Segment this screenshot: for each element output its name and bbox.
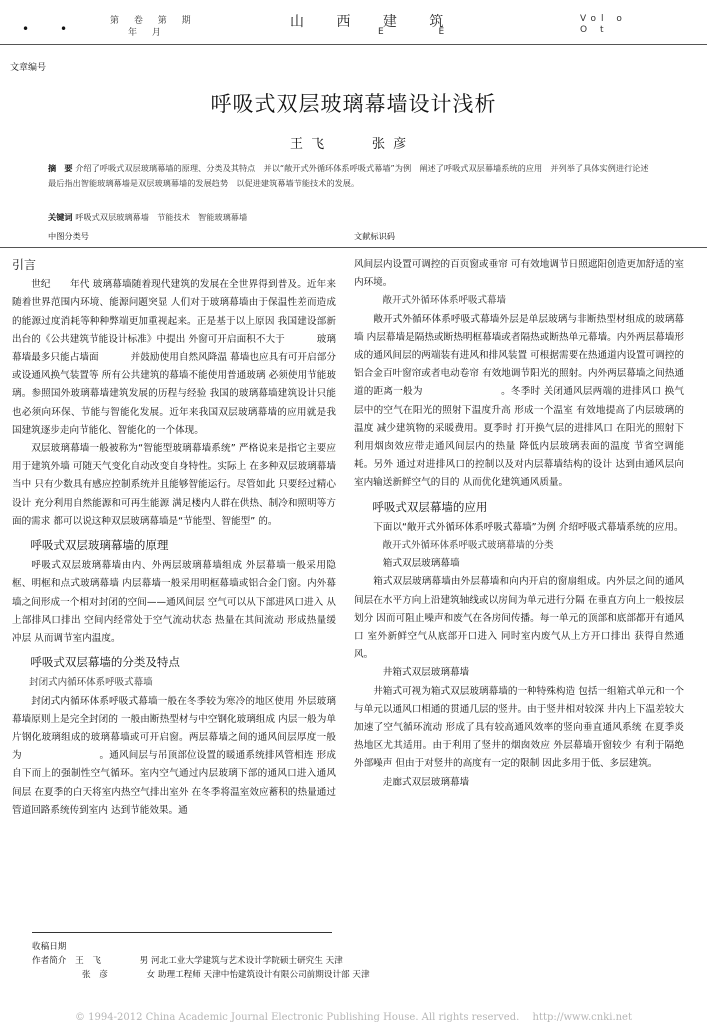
footnotes: [32, 940, 672, 982]
keywords-label: 关键词: [48, 212, 73, 222]
header-vol: Vol o: [580, 14, 627, 24]
section-1-heading: 呼吸式双层玻璃幕墙的原理: [30, 538, 169, 553]
header-issue: O t: [580, 25, 609, 35]
shaft-box-heading: 井箱式双层玻璃幕墙: [382, 667, 470, 679]
intro-paragraph-2: 双层玻璃幕墙一般被称为“智能型玻璃幕墙系统” 严格说来是指它主要应用于建筑外墙 可随天气变化自动改变自身特性。实际上 在多种双层玻璃幕墙当中 只有少数具有感应控制系统并且能够智能运行。尽管如此 只要经过精心设计 充分利用自然能源和可再生能源 满足楼内人群在供热、制冷和照明等方面的需求 都可以说这种双层玻璃幕墙是“节能型、智能型” 的。: [12, 443, 336, 527]
right-column: [354, 256, 684, 792]
header-dot-left: •: [22, 22, 30, 36]
header-volume-issue: 第 卷 第 期: [110, 16, 197, 26]
received-date-label: 收稿日期: [32, 942, 67, 952]
author-bio-1-name: 王 飞: [75, 956, 101, 966]
subsection-open-outer-heading: 敞开式外循环体系呼吸式幕墙: [382, 295, 507, 307]
subsection-classification-heading: 敞开式外循环体系呼吸式玻璃幕墙的分类: [382, 540, 554, 552]
header-dot-left-2: •: [60, 22, 68, 36]
abstract-text: 介绍了呼吸式双层玻璃幕墙的原理、分类及其特点 并以“敞开式外循环体系呼吸式幕墙”为例 阐述了呼吸式双层幕墙系统的应用 并列举了具体实例进行论述 最后指出智能玻璃幕墙是双层玻璃幕墙的发展趋势 以促进建筑幕墙节能技术的发展。: [48, 163, 657, 188]
paper-title: 呼吸式双层玻璃幕墙设计浅析: [210, 92, 497, 116]
copyright-watermark: © 1994-2012 China Academic Journal Electronic Publishing House. All rights reserved. http://www.cnki.net: [74, 1012, 632, 1023]
author-bio-2: [32, 968, 672, 982]
keywords: [48, 212, 247, 223]
author-1: 王 飞: [290, 137, 327, 152]
subsection-open-outer-paragraph: 敞开式外循环体系呼吸式幕墙外层是单层玻璃与非断热型材组成的玻璃幕墙 内层幕墙是隔热或断热明框幕墙或者隔热或断热单元幕墙。内外两层幕墙形成的通风间层的两端装有进风和排风装置 可根据需要在热通道内设置可调控的铝合金百叶窗帘或者电动卷帘 有效地调节阳光的照射。内外两层幕墙之间热通道的距离一般为 。冬季时 关闭通风层两端的进排风口 换气层中的空气在阳光的照射下温度升高 形成一个温室 有效地提高了内层玻璃的温度 减少建筑物的采暖费用。夏季时 打开换气层的进排风口 在阳光的照射下利用烟囱效应带走通风间层内的热量 降低内层玻璃表面的温度 节省空调能耗。另外 通过对进排风口的控制以及对内层幕墙结构的设计 达到由通风层向室内输送新鲜空气的目的 从而优化建筑通风质量。: [354, 313, 684, 489]
intro-paragraph-1: 世纪 年代 玻璃幕墙随着现代建筑的发展在全世界得到普及。近年来随着世界范围内环境、能源问题突显 人们对于玻璃幕墙由于保温性差而造成的能源过度消耗等种种弊端更加重视起来。正是基于以上原因 我国建设部新出台的《公共建筑节能设计标准》中提出 外窗可开启面积不大于 玻璃幕墙最多只能占墙面 并鼓励使用自然风降温 幕墙也应具有可开启部分或设通风换气装置等 所有公共建筑的幕墙不能使用普通玻璃 必须使用节能玻璃。参照国外玻璃幕墙建筑发展的历程与经验 我国的玻璃幕墙建筑设计只能也必须向环保、节能与智能化发展。近年来我国双层玻璃幕墙的应用就是我国建筑逐步走向节能化、智能化的一个体现。: [12, 279, 336, 436]
author-bio-1: [32, 954, 672, 968]
subsection-closed-inner-paragraph: 封闭式内循环体系呼吸式幕墙一般在冬季较为寒冷的地区使用 外层玻璃幕墙原则上是完全封闭的 一般由断热型材与中空钢化玻璃组成 内层一般为单片钢化玻璃组成的玻璃幕墙或可开启窗。两层幕墙之间的通风间层厚度一般为 。通风间层与吊顶部位设置的暖通系统排风管相连 形成自下而上的强制性空气循环。室内空气通过内层玻璃下部的通风口进入通风间层 在夏季的白天将室内热空气排出室外 在冬季将温室效应蓄积的热量通过管道回路系统传到室内 达到节能效果。通: [12, 695, 336, 816]
author-bio-1-info: 男 河北工业大学建筑与艺术设计学院硕士研究生 天津: [139, 956, 343, 966]
author-bio-2-name: 张 彦: [82, 970, 108, 980]
header-year-month: 年 月: [128, 28, 167, 38]
right-paragraph-1: 风间层内设置可调控的百页窗或垂帘 可有效地调节日照遮阳创造更加舒适的室内环境。: [354, 259, 684, 289]
header-rule: [0, 44, 707, 45]
section-2-heading: 呼吸式双层幕墙的分类及特点: [30, 655, 180, 670]
article-number-label: 文章编号: [10, 63, 47, 73]
corridor-type-heading: 走廊式双层玻璃幕墙: [382, 776, 470, 788]
keywords-text: 呼吸式双层玻璃幕墙 节能技术 智能玻璃幕墙: [75, 212, 248, 222]
shaft-box-paragraph: 井箱式可视为箱式双层玻璃幕墙的一种特殊构造 包括一组箱式单元和一个与单元以通风口相通的贯通几层的竖井。由于竖井相对较深 井内上下温差较大 加速了空气循环流动 形成了具有较高通风效率的竖向垂直通风系统 在夏季炎热地区尤其适用。由于利用了竖井的烟囱效应 外层幕墙开窗较少 有利于隔绝外部噪声 但由于对竖井的高度有一定的限制 因此多用于低、多层建筑。: [354, 685, 684, 770]
clc-label: 中图分类号: [48, 231, 89, 241]
section-3-paragraph: 下面以“敞开式外循环体系呼吸式幕墙”为例 介绍呼吸式幕墙系统的应用。: [373, 521, 684, 533]
footnote-rule: [32, 932, 332, 933]
section-intro-heading: 引言: [12, 258, 37, 272]
box-type-paragraph: 箱式双层玻璃幕墙由外层幕墙和向内开启的窗扇组成。内外层之间的通风间层在水平方向上沿建筑轴线或以房间为单元进行分隔 在垂直方向上一般按层划分 因而可阻止噪声和废气在各房间传播。每一单元的顶部和底部都开有通风口 室外新鲜空气从底部开口进入 同时室内废气从上方开口排出 获得自然通风。: [354, 576, 684, 661]
author-2: 张 彦: [372, 137, 409, 152]
journal-name: 山 西 建 筑: [290, 14, 458, 30]
section-3-heading: 呼吸式双层幕墙的应用: [372, 499, 488, 514]
author-bio-label: 作者简介: [32, 956, 67, 966]
subsection-closed-inner-heading: 封闭式内循环体系呼吸式幕墙: [29, 677, 153, 689]
doc-code-label: 文献标识码: [354, 231, 395, 241]
section-1-paragraph: 呼吸式双层玻璃幕墙由内、外两层玻璃幕墙组成 外层幕墙一般采用隐框、明框和点式玻璃幕墙 内层幕墙一般采用明框幕墙或铝合金门窗。内外幕墙之间形成一个相对封闭的空间——通风间层 空气可以从下部进风口进入 从上部排风口排出 空间内经常处于空气流动状态 热量在其间流动 形成热量缓冲层 从而调节室内温度。: [12, 560, 336, 645]
abstract: [48, 161, 658, 191]
abstract-label: 摘 要: [48, 163, 73, 173]
header-sub: E E: [378, 27, 471, 37]
author-bio-2-info: 女 助理工程师 天津中怡建筑设计有限公司前期设计部 天津: [146, 970, 370, 980]
left-column: [12, 256, 336, 820]
abstract-rule: [0, 247, 707, 248]
box-type-heading: 箱式双层玻璃幕墙: [382, 558, 460, 570]
